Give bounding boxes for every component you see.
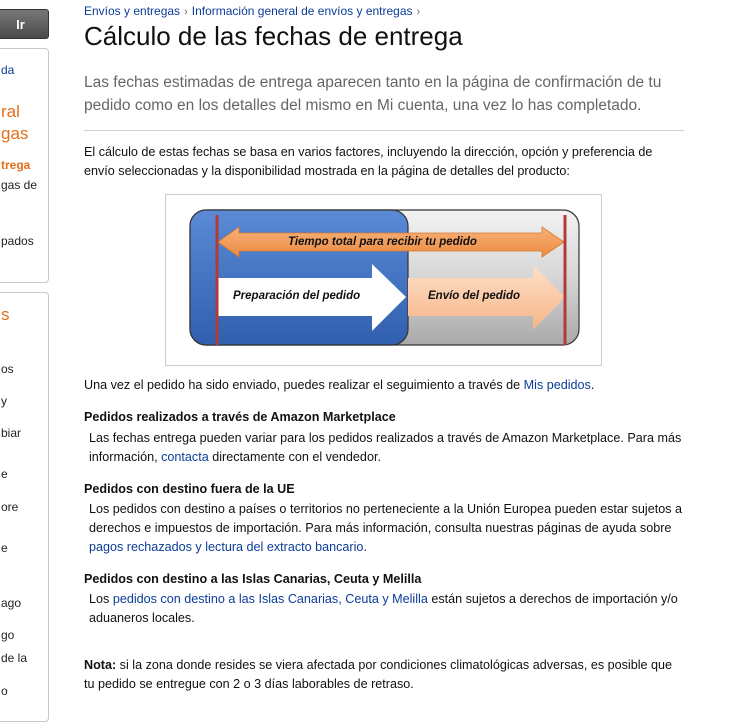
- sidebar-item[interactable]: ago: [1, 596, 22, 610]
- sidebar-item[interactable]: e: [1, 541, 8, 555]
- contacta-link[interactable]: contacta: [161, 450, 209, 464]
- section-body-outside-eu: [89, 500, 684, 557]
- sidebar-item[interactable]: o: [1, 684, 8, 698]
- note-label: Nota:: [84, 658, 117, 672]
- pagos-rechazados-link[interactable]: pagos rechazados y lectura del extracto bancario: [89, 540, 364, 554]
- sidebar-heading-line1: ral: [1, 102, 20, 121]
- breadcrumb: [84, 4, 424, 18]
- breadcrumb-link-informacion[interactable]: Información general de envíos y entregas: [191, 4, 413, 18]
- tracking-paragraph: [84, 376, 684, 395]
- sidebar-item[interactable]: ore: [1, 500, 19, 514]
- divider: [84, 130, 684, 131]
- diagram-graphic: [166, 195, 601, 365]
- section-body-canarias: [89, 590, 684, 628]
- sidebar-box-top: [0, 48, 49, 283]
- delivery-time-diagram: [165, 194, 602, 366]
- breadcrumb-separator: ›: [416, 6, 421, 18]
- note-text: si la zona donde resides se viera afectada por condiciones climatológicas adversas, es posible que tu pedido se entregue con 2 o 3 días laborables de retraso.: [84, 658, 673, 691]
- section-text: Las fechas entrega pueden variar para los pedidos realizados a través de Amazon Marketplace. Para más información,: [89, 431, 682, 464]
- sidebar-heading: s: [1, 305, 10, 324]
- section-heading-outside-eu: Pedidos con destino fuera de la UE: [84, 482, 295, 496]
- sidebar-box-bottom: [0, 292, 49, 722]
- tracking-end: .: [590, 378, 595, 392]
- total-time-label: Tiempo total para recibir tu pedido: [288, 236, 477, 248]
- section-text: Los: [89, 592, 113, 606]
- sidebar-item[interactable]: biar: [1, 426, 22, 440]
- shipping-label: Envío del pedido: [428, 290, 521, 302]
- breadcrumb-link-envios[interactable]: Envíos y entregas: [84, 4, 181, 18]
- section-text: .: [363, 540, 367, 554]
- sidebar-link[interactable]: da: [1, 63, 15, 77]
- sidebar-item[interactable]: os: [1, 362, 14, 376]
- page-title: Cálculo de las fechas de entrega: [84, 21, 463, 51]
- canarias-link[interactable]: pedidos con destino a las Islas Canarias, Ceuta y Melilla: [112, 592, 428, 606]
- sidebar-item[interactable]: e: [1, 467, 8, 481]
- preparation-label: Preparación del pedido: [233, 290, 361, 302]
- section-heading-marketplace: Pedidos realizados a través de Amazon Marketplace: [84, 410, 396, 424]
- sidebar-item[interactable]: pados: [1, 234, 34, 248]
- section-text: Los pedidos con destino a países o territorios no perteneciente a la Unión Europea pueden estar sujetos a derechos e impuestos de importación. Para más información, consulta nuestras páginas de ayuda sobre: [89, 502, 682, 535]
- tracking-text: Una vez el pedido ha sido enviado, puedes realizar el seguimiento a través de: [84, 378, 524, 392]
- section-body-marketplace: [89, 429, 684, 467]
- intro-paragraph: El cálculo de estas fechas se basa en varios factores, incluyendo la dirección, opción y preferencia de envío seleccionadas y la disponibilidad mostrada en la página de detalles del producto:: [84, 145, 653, 178]
- note-paragraph: [84, 656, 684, 694]
- mis-pedidos-link[interactable]: Mis pedidos: [523, 378, 591, 392]
- sidebar-item[interactable]: y: [1, 394, 7, 408]
- sidebar-item[interactable]: go: [1, 628, 15, 642]
- sidebar-item[interactable]: gas de: [1, 178, 38, 192]
- section-text: están sujetos a derechos de importación y/o aduaneros locales.: [89, 592, 678, 625]
- section-heading-canarias: Pedidos con destino a las Islas Canarias, Ceuta y Melilla: [84, 572, 422, 586]
- go-button[interactable]: Ir: [0, 9, 49, 39]
- section-text: directamente con el vendedor.: [208, 450, 381, 464]
- sidebar-heading-line2: gas: [1, 124, 29, 143]
- sidebar-item[interactable]: de la: [1, 651, 28, 665]
- breadcrumb-separator: ›: [184, 6, 188, 18]
- lead-paragraph: Las fechas estimadas de entrega aparecen tanto en la página de confirmación de tu pedido como en los detalles del mismo en Mi cuenta, una vez lo has completado.: [84, 74, 662, 114]
- sidebar-item-current[interactable]: trega: [1, 158, 31, 172]
